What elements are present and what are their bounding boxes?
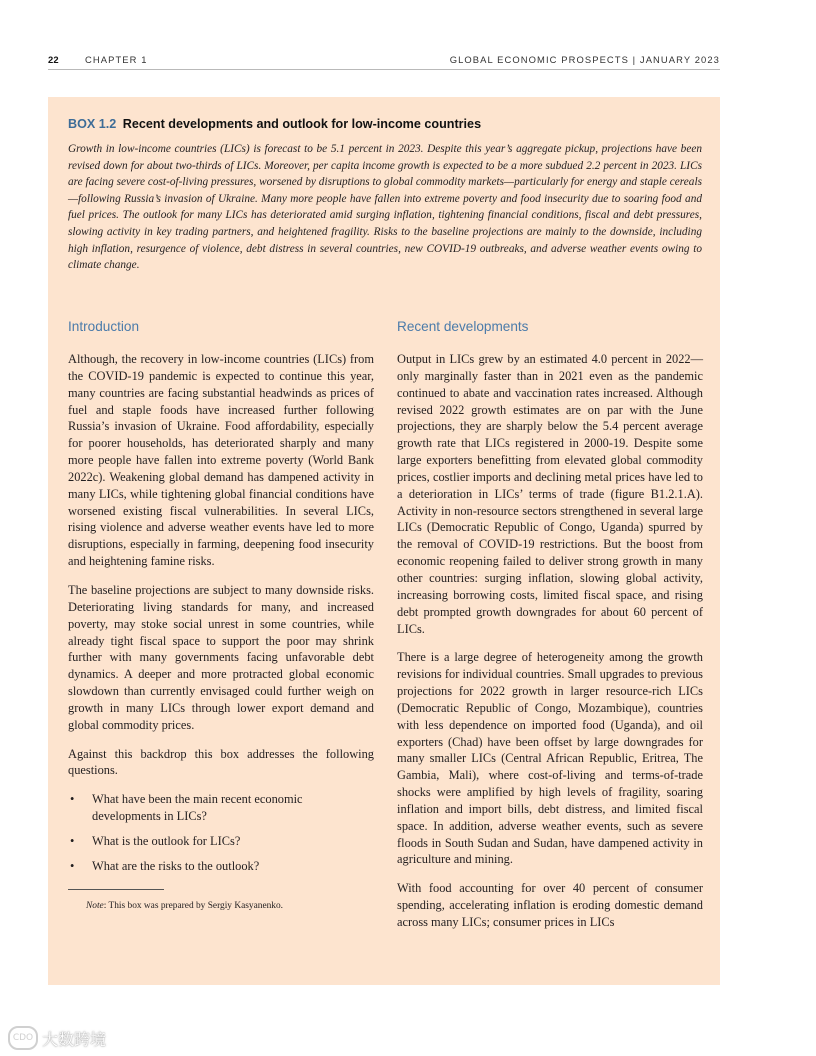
recent-paragraph: Output in LICs grew by an estimated 4.0 percent in 2022—only marginally faster than in 2021 even as the pandemic continued to abate and vaccination rates increased. Although revised 2022 growth estimates are on par with the June projections, they are sharply below the 5.4 percent average growth rate that LICs registered in 2000-19. Despite some large exporters benefitting from elevated global commodity prices, costlier imports and declining metal prices have led to a deterioration in LICs’ terms of trade (figure B1.2.1.A). Activity in non-resource sectors strengthened in several large LICs (Democratic Republic of Congo, Uganda) spurred by the removal of COVID-19 restrictions. But the boost from economic reopening failed to deliver strong growth in many other countries: surging inflation, slowing global activity, increasing borrowing costs, limited fiscal space, and rising debt prompted growth downgrades for about 60 percent of LICs. bbox=[397, 352, 703, 636]
box-panel bbox=[48, 97, 720, 985]
recent-developments-column bbox=[397, 317, 703, 943]
box-label: BOX 1.2 bbox=[68, 117, 117, 131]
list-item-text: What have been the main recent economic developments in LICs? bbox=[92, 792, 303, 824]
introduction-paragraph: Against this backdrop this box addresses the following questions. bbox=[68, 746, 374, 778]
watermark bbox=[8, 1026, 106, 1050]
recent-developments-heading: Recent developments bbox=[397, 319, 529, 334]
list-item-text: What is the outlook for LICs? bbox=[92, 833, 241, 848]
page-header bbox=[48, 53, 720, 70]
running-title: GLOBAL ECONOMIC PROSPECTS | JANUARY 2023 bbox=[449, 54, 720, 65]
recent-paragraph: There is a large degree of heterogeneity among the growth revisions for individual countries. Small upgrades to previous projections for 2022 growth in larger resource-rich LICs (Democratic Republic of Congo, Mozambique), countries with less dependence on imported food (Uganda), and oil exporters (Chad) have been offset by large downgrades for many smaller LICs (Central African Republic, Eritrea, The Gambia, Mali), where cost-of-living and terms-of-trade shocks were amplified by high levels of fragility, soaring inflation and import bills, debt distress, and limited fiscal space. In addition, adverse weather events, such as severe floods in South Sudan and Sudan, have dampened activity in agriculture and mining. bbox=[397, 650, 703, 867]
list-item bbox=[68, 791, 374, 825]
bullet-icon: • bbox=[70, 858, 75, 873]
watermark-text: 大数跨境 bbox=[42, 1029, 107, 1049]
bullet-icon: • bbox=[70, 792, 75, 807]
introduction-paragraph: The baseline projections are subject to many downside risks. Deteriorating living standards for many, and increased poverty, may stoke social unrest in some countries, while already tight fiscal space to support the poor may shrink further with many governments facing unfavorable debt dynamics. A deeper and more protracted global economic slowdown than currently envisaged could further weigh on growth in many LICs through lower export demand and global commodity prices. bbox=[68, 582, 374, 732]
chapter-label: CHAPTER 1 bbox=[85, 54, 148, 65]
questions-list bbox=[68, 791, 374, 874]
recent-paragraph: With food accounting for over 40 percent of consumer spending, accelerating inflation is eroding domestic demand across many LICs; consumer prices in LICs bbox=[397, 881, 703, 929]
footnote-text: : This box was prepared by Sergiy Kasyanenko. bbox=[103, 900, 284, 911]
page-number: 22 bbox=[48, 54, 59, 65]
introduction-heading: Introduction bbox=[68, 319, 140, 334]
list-item bbox=[68, 858, 374, 875]
watermark-logo-icon: CDO bbox=[8, 1026, 38, 1050]
list-item-text: What are the risks to the outlook? bbox=[92, 858, 260, 873]
box-title bbox=[68, 117, 708, 131]
box-title-text: Recent developments and outlook for low-income countries bbox=[122, 117, 482, 131]
introduction-paragraph: Although, the recovery in low-income countries (LICs) from the COVID-19 pandemic is expected to continue this year, many countries are facing substantial headwinds as prices of fuel and staple foods have increased further following Russia’s invasion of Ukraine. Food affordability, especially for poorer households, has deteriorated sharply and many more people have fallen into extreme poverty (World Bank 2022c). Weakening global demand has dampened activity in many LICs, while tightening global financial conditions have worsened existing fiscal vulnerabilities. In several LICs, rising violence and adverse weather events have led to more disruptions, especially in farming, deepening food insecurity and heightening famine risks. bbox=[68, 352, 374, 569]
introduction-column bbox=[68, 317, 374, 912]
footnote bbox=[68, 900, 374, 912]
box-abstract: Growth in low-income countries (LICs) is forecast to be 5.1 percent in 2023. Despite this year’s aggregate pickup, projections have been revised down for about two-thirds of LICs. Moreover, per capita income growth is expected to be a more subdued 2.2 percent in 2023. LICs are facing severe cost-of-living pressures, worsened by disruptions to global commodity markets—particularly for energy and staple cereals—following Russia’s invasion of Ukraine. Many more people have fallen into extreme poverty and food insecurity due to soaring food and fuel prices. The outlook for many LICs has deteriorated amid surging inflation, tightening financial conditions, fiscal and debt pressures, slowing activity in key trading partners, and heightened fragility. Risks to the baseline projections are mainly to the downside, including high inflation, resurgence of violence, debt distress in several countries, new COVID-19 outbreaks, and adverse weather events owing to climate change. bbox=[68, 143, 702, 272]
footnote-label: Note bbox=[86, 900, 104, 911]
list-item bbox=[68, 833, 374, 850]
footnote-divider bbox=[68, 889, 164, 890]
bullet-icon: • bbox=[70, 833, 75, 848]
